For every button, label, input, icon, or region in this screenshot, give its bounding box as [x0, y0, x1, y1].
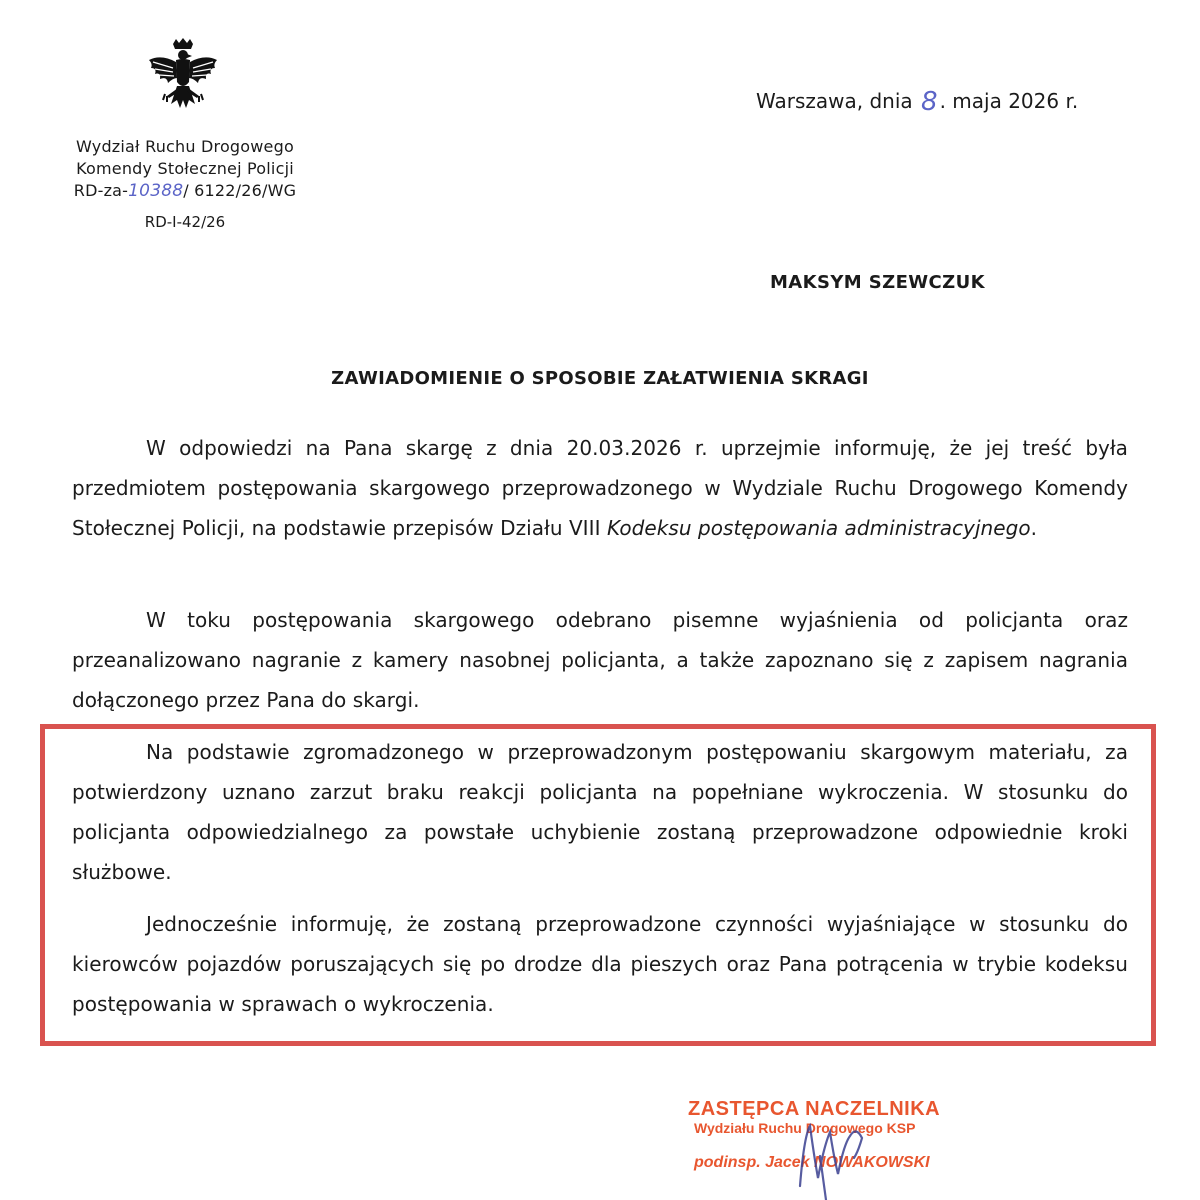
department-line2: Komendy Stołecznej Policji	[76, 159, 294, 178]
recipient-name: MAKSYM SZEWCZUK	[770, 272, 985, 293]
place-and-date	[756, 87, 1079, 117]
paragraph-3	[72, 732, 1128, 892]
stamp-line2: Wydziału Ruchu Drogowego KSP	[694, 1120, 916, 1136]
paragraph-2	[72, 600, 1128, 720]
department-line1: Wydział Ruchu Drogowego	[76, 137, 294, 156]
reference-number-2: RD-I-42/26	[144, 213, 226, 231]
reference-suffix: / 6122/26/WG	[183, 181, 297, 200]
date-suffix: . maja 2026 r.	[939, 89, 1079, 113]
paragraph-1	[72, 428, 1128, 548]
reference-prefix: RD-za-	[73, 181, 129, 200]
polish-eagle-emblem-icon	[143, 38, 223, 118]
paragraph-2-text: W toku postępowania skargowego odebrano pisemne wyjaśnienia od policjanta oraz przeanalizowano nagranie z kamery nasobnej policjanta, a także zapoznano się z zapisem nagrania dołączonego przez Pana do skargi.	[72, 608, 1128, 712]
reference-number	[40, 180, 330, 202]
paragraph-1-text: W odpowiedzi na Pana skargę z dnia 20.03.2026 r. uprzejmie informuję, że jej treść była przedmiotem postępowania skargowego przeprowadzonego w Wydziale Ruchu Drogowego Komendy Stołecznej Policji, na podstawie przepisów Działu VIII	[72, 436, 1128, 540]
paragraph-1-italic: Kodeksu postępowania administracyjnego	[606, 516, 1031, 540]
handwritten-signature	[780, 1096, 890, 1200]
paragraph-1-end: .	[1030, 516, 1038, 540]
stamp-line3: podinsp. Jacek NOWAKOWSKI	[694, 1154, 930, 1171]
stamp-line1: ZASTĘPCA NACZELNIKA	[688, 1098, 941, 1120]
paragraph-4	[72, 904, 1128, 1024]
place-prefix: Warszawa, dnia	[756, 89, 913, 113]
paragraph-3-text: Na podstawie zgromadzonego w przeprowadzonym postępowaniu skargowym materiału, za potwierdzony uznano zarzut braku reakcji policjanta na popełniane wykroczenia. W stosunku do policjanta odpowiedzialnego za powstałe uchybienie zostaną przeprowadzone odpowiednie kroki służbowe.	[72, 740, 1128, 884]
document-title: ZAWIADOMIENIE O SPOSOBIE ZAŁATWIENIA SKRAGI	[331, 368, 869, 389]
paragraph-4-text: Jednocześnie informuję, że zostaną przeprowadzone czynności wyjaśniające w stosunku do kierowców pojazdów poruszających się po drodze dla pieszych oraz Pana potrącenia w trybie kodeksu postępowania w sprawach o wykroczenia.	[72, 912, 1128, 1016]
day-handwritten: 8	[921, 87, 938, 117]
department-header	[40, 136, 330, 202]
reference-handwritten: 10388	[128, 181, 184, 201]
